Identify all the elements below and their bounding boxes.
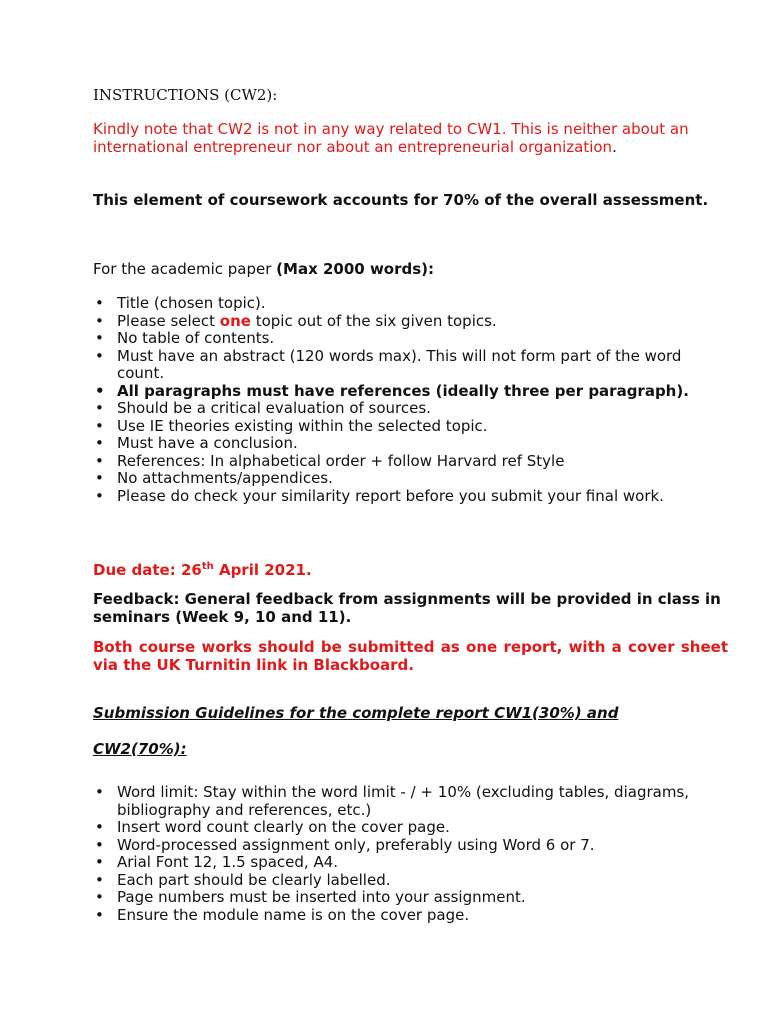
list-item-emphasis: one: [219, 311, 251, 330]
feedback-note: Feedback: General feedback from assignments will be provided in class in seminars (Week 9, 10 and 11).: [93, 590, 721, 626]
list-item: • Each part should be clearly labelled.: [93, 872, 728, 890]
assessment-weight: This element of coursework accounts for 70% of the overall assessment.: [93, 191, 709, 209]
list-item: • No table of contents.: [93, 330, 728, 348]
list-item: • References: In alphabetical order + follow Harvard ref Style: [93, 453, 728, 471]
paper-intro: [93, 261, 728, 279]
guidelines-heading-line1: Submission Guidelines for the complete report CW1(30%) and: [93, 704, 619, 722]
list-item: • Insert word count clearly on the cover page.: [93, 819, 728, 837]
list-item: • Should be a critical evaluation of sources.: [93, 400, 728, 418]
list-item: • Ensure the module name is on the cover page.: [93, 907, 728, 925]
submission-note: Both course works should be submitted as one report, with a cover sheet via the UK Turnitin link in Blackboard.: [93, 638, 728, 674]
due-date-pre: Due date: 26: [93, 561, 202, 579]
list-item: • Page numbers must be inserted into your assignment.: [93, 889, 728, 907]
cw2-note-text: Kindly note that CW2 is not in any way related to CW1. This is neither about an international entrepreneur nor about an entrepreneurial organization: [93, 120, 689, 156]
list-item: [93, 313, 728, 331]
guidelines-list: [93, 784, 728, 924]
paper-requirements-list: [93, 295, 728, 505]
cw2-note: [93, 121, 728, 156]
list-item: • Must have a conclusion.: [93, 435, 728, 453]
page-title: INSTRUCTIONS (CW2):: [93, 86, 278, 104]
list-item: • Use IE theories existing within the selected topic.: [93, 418, 728, 436]
list-item: • Title (chosen topic).: [93, 295, 728, 313]
list-item: • Please do check your similarity report before you submit your final work.: [93, 488, 728, 506]
list-item: • Arial Font 12, 1.5 spaced, A4.: [93, 854, 728, 872]
list-item: • All paragraphs must have references (ideally three per paragraph).: [93, 383, 728, 401]
list-item-pre: Please select: [117, 311, 220, 330]
list-item: • No attachments/appendices.: [93, 470, 728, 488]
paper-intro-text: For the academic paper: [93, 260, 277, 278]
cw2-note-period: .: [612, 137, 617, 156]
list-item: • Must have an abstract (120 words max). This will not form part of the word count.: [93, 348, 728, 383]
list-item: • Word limit: Stay within the word limit - / + 10% (excluding tables, diagrams, bibliography and references, etc.): [93, 784, 728, 819]
list-item-post: topic out of the six given topics.: [250, 311, 497, 330]
list-item: • Word-processed assignment only, preferably using Word 6 or 7.: [93, 837, 728, 855]
due-date: [93, 562, 728, 580]
guidelines-heading-line2: CW2(70%):: [93, 740, 187, 758]
due-date-post: April 2021.: [213, 561, 312, 579]
due-date-suffix: th: [201, 561, 214, 572]
paper-word-limit: (Max 2000 words):: [276, 260, 435, 278]
